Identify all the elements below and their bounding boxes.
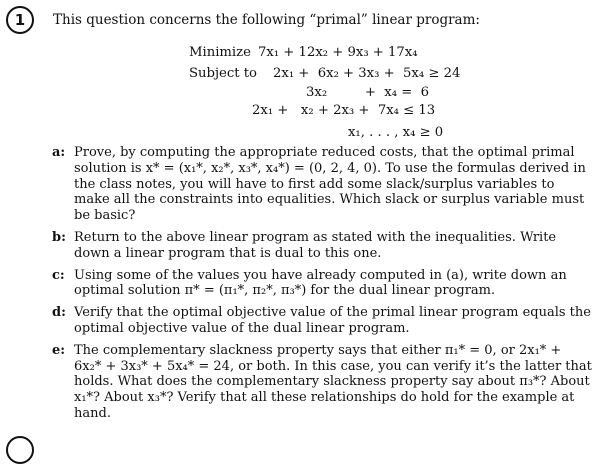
part-text: Return to the above linear program as stated with the inequalities. Write down a linear program that is dual to this one. xyxy=(74,229,557,261)
nonnegativity-constraint: x₁, . . . , x₄ ≥ 0 xyxy=(348,125,444,140)
subject-to-label: Subject to xyxy=(189,66,257,81)
question-intro: This question concerns the following “primal” linear program: xyxy=(53,12,480,28)
part-text: Using some of the values you have already computed in (a), write down an optimal solution π* = (π₁*, π₂*, π₃*) for the dual linear program. xyxy=(74,267,567,299)
part-label: c: xyxy=(52,267,65,283)
part-b xyxy=(52,229,592,262)
part-a xyxy=(52,145,592,224)
part-e xyxy=(52,342,592,422)
part-label: e: xyxy=(52,342,66,358)
question-number-badge xyxy=(6,6,34,34)
question-number: 1 xyxy=(14,11,26,29)
part-d xyxy=(52,305,592,337)
constraint-3: 2x₁ + x₂ + 2x₃ + 7x₄ ≤ 13 xyxy=(252,103,436,118)
part-text: Verify that the optimal objective value of the primal linear program equals the optimal objective value of the dual linear program. xyxy=(74,305,591,336)
lp-minimize-row xyxy=(189,45,251,60)
part-text: The complementary slackness property says that either π₁* = 0, or 2x₁* + 6x₂* + 3x₃* + 5x₄* = 24, or both. In this case, you can verify it’s the latter that holds. What does the complementary slackness property say about π₃*? About x₁*? About x₃*? Verify that all these relationships do hold for the example at hand. xyxy=(74,342,592,421)
part-label: b: xyxy=(52,229,66,245)
part-label: a: xyxy=(52,145,66,160)
constraint-1: 2x₁ + 6x₂ + 3x₃ + 5x₄ ≥ 24 xyxy=(273,66,461,81)
minimize-label: Minimize xyxy=(189,45,251,60)
question-parts xyxy=(52,145,592,428)
part-text: Prove, by computing the appropriate reduced costs, that the optimal primal solution is x* = (x₁*, x₂*, x₃*, x₄*) = (0, 2, 4, 0). To use the formulas derived in the class notes, you will have to first add some slack/surplus variables to make all the constraints into equalities. Which slack or surplus variable must be basic? xyxy=(74,145,586,224)
part-c xyxy=(52,267,592,300)
part-label: d: xyxy=(52,305,66,321)
constraint-2: 3x₂ + x₄ = 6 xyxy=(306,85,430,100)
lp-objective: 7x₁ + 12x₂ + 9x₃ + 17x₄ xyxy=(258,45,418,60)
next-question-badge xyxy=(6,436,34,464)
